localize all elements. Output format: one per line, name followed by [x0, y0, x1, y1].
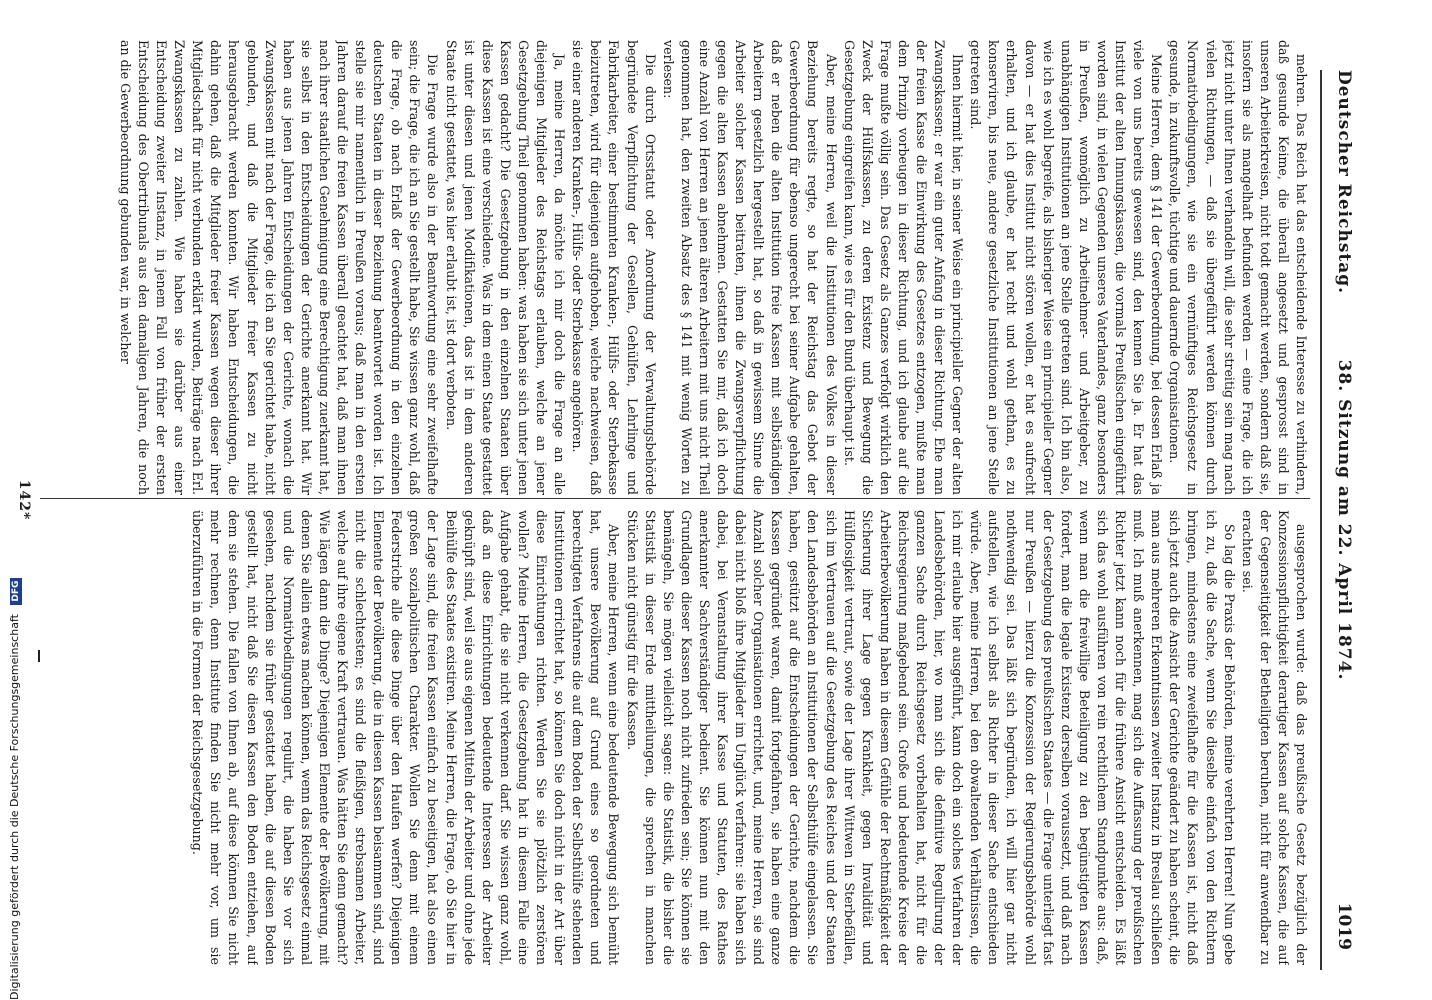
- page-number: 1019: [1334, 902, 1354, 950]
- paragraph: So lag die Praxis der Behörden, meine verehrten Herren! Nun gebe ich zu, daß die Sache, wenn Sie dieselbe einfach von den Richtern bringen, mindestens eine zweifelhafte für die Kassen ist, nicht daß sich jetzt auch die Ansicht der Gerichte geändert zu haben scheint, die man aus mehreren Erkenntnissen zweiter Instanz in Breslau schließen muß. Ich muß anerkennen, mag sich die Auffassung der preußischen Richter jetzt kann noch für die frühere Ansicht entscheiden. Es läßt sich das wohl ausführen von rein rechtlichem Standpunkte aus: daß, wenn man die freiwillige Beteiligung zu den begünstigten Kassen fordert, man die legale Existenz derselben voraussetzt, und daß nach der Gesetzgebung des preußischen Staates — die Frage unterliegt fast nur Preußen — hierzu die Konzession der Regierungsbehörde wohl nothwendig sei. Das läßt sich begründen, ich will hier gar nicht aufstellen, wie ich selbst als Richter in dieser Sache entschieden würde. Aber, meine Herren, bei den obwaltenden Verhältnissen, die ich mir erlaube hier ausgeführt, kann doch ein solches Verfahren der Landesbehörden, hier, wo man sich die definitive Regulirung der ganzen Sache durch Reichsgesetz vorbehalten hat, nicht für die Reichsregierung maßgebend sein. Große und bedeutende Kreise der Arbeiterbevölkerung haben in diesem Gefühle der Rechtmäßigkeit der Sicherung ihrer Lage gegen Krankheit, gegen Invalidität und Hülflosigkeit vertraut, sowie der Lage ihrer Wittwen in Sterbefällen, sich im Vertrauen auf die Gesetzgebung des Reiches und der Staaten den Landesbehörden an Institutionen der Selbsthülfe eingelassen. Sie haben, gestützt auf die Entscheidungen der Gerichte, nachdem die Kassen gegründet waren, damit fortgefahren, sie haben eine ganze Anzahl solcher Organisationen errichtet, und, meine Herren, sie sind dabei nicht bloß ihre Mitglieder im Unglück verfahren: sie haben sich dabei, bei Veranstaltung ihrer Kasse und Statuten, des Rathes anerkannter Sachverständiger bedient. Sie können nun mit den Grundlagen dieser Kassen noch nicht zufrieden sein; Sie können sie bemängeln, Sie mögen vielleicht sagen: die Statistik, die bisher die Statistik in dieser Erde mittheilungen, die sprechen in manchen Stücken nicht günstig für die Kassen.: [624, 510, 1237, 965]
- paragraph: Die durch Ortsstatut oder Anordnung der Verwaltungsbehörde begründete Verpflichtung der Gesellen, Gehülfen, Lehrlinge und Fabrikarbeiter, einer bestimmten Kranken-, Hülfs- oder Sterbekasse beizutreten, wird für diejenigen aufgehoben, welche nachweisen, daß sie einer anderen Kranken-, Hülfs- oder Sterbekasse angehören.: [570, 40, 658, 495]
- right-column: [40, 510, 1310, 965]
- publication-title: Deutscher Reichstag.: [1334, 70, 1354, 295]
- credit-text: Digitalisierung gefördert durch die Deutsche Forschungsgemeinschaft: [8, 614, 21, 1000]
- dfg-logo: DFG: [10, 578, 22, 605]
- paragraph: ausgesprochen wurde: daß das preußische Gesetz bezüglich der Konzessionspflichtigkeit derartiger Kassen auf solche Kassen, die auf der Gegenseitigkeit der Betheiligten beruhen, nicht für anwendbar zu erachten sei.: [1239, 510, 1309, 965]
- header-rule: [1320, 70, 1322, 970]
- paragraph: Aber, meine Herren, wenn eine bedeutende Bewegung sich bemüht hat, unsere Bevölkerung auf Grund eines so geordneten und berechtigten Verfahrens die auf dem Boden der Selbsthülfe stehenden Institutionen errichtet hat, so können Sie doch nicht in der Art über diese Einrichtungen richten. Werden Sie sie plötzlich zerstören wollen? Meine Herren, die Gesetzgebung hat in diesem Falle eine Aufgabe gehabt, die sie nicht verkennen darf. Sie wissen ganz wohl, daß an diese Einrichtungen bedeutende Interessen der Arbeiter geknüpft sind, weil sie aus eigenen Mitteln der Arbeiter und ohne jede Beihülfe des Staates existiren. Meine Herren, die Frage, ob Sie hier in der Lage sind, die freien Kassen einfach zu beseitigen, hat also einen großen sozialpolitischen Charakter. Wollen Sie denn mit einem Federstriche alle diese Dinge über den Haufen werfen? Diejenigen Elemente der Bevölkerung, die in diesen Kassen beisammen sind, sind nicht die schlechtesten; es sind die fleißigen, strebsamen Arbeiter, welche auf ihre eigene Kraft vertrauen. Was hätten Sie denn gemacht? Wie lägen dann die Dinge? Diejenigen Elemente der Bevölkerung, mit denen Sie allein etwas machen können, wenn das Reichsgesetz einmal und die Normativbedingungen regulirt, die haben Sie vor sich gesehen, nachdem sie früher gestattet haben, die auf diesen Boden gestellt hat, nicht daß Sie diesen Kassen den Boden entziehen, auf dem sie stehen. Die fallen von Ihnen ab, auf diese können Sie nicht mehr rechnen, denn Institute finden Sie nicht mehr vor, um sie überzuführen in die Formen der Reichsgesetzgebung.: [190, 510, 622, 965]
- left-column: [40, 40, 1310, 495]
- page-header: [1328, 70, 1358, 970]
- paragraph: Ihnen hiermit hier, in seiner Weise ein principieller Gegner der alten Zwangskassen; er war ein guter Anfang in dieser Richtung. Ehe man der freien Kasse die Einwirkung des Gesetzes entzogen, mußte man dem Prinzip vorbeugen in dieser Richtung, und ich glaube auf die Frage mußte völlig sein. Das Gesetz als Ganzes verfolgt wirklich den Zweck der Hülfskassen, zu deren Existenz und Bewegung die Gesetzgebung eingreifen kann, wie es für den Bund überhaupt ist.: [841, 40, 966, 495]
- paragraph: Die Frage wurde also in der Beantwortung eine sehr zweifelhafte sein; die Frage, die ich an Sie gestellt habe, Sie wissen ganz wohl, daß die Frage, ob nach Erlaß der Gewerbeordnung in den einzelnen deutschen Staaten in dieser Beziehung beantwortet worden ist. Ich stelle sie mir namentlich in Preußen voraus; daß man in den ersten Jahren darauf die freien Kassen überall geachtet hat, daß man ihnen nach ihrer staatlichen Genehmigung eine Berechtigung zuerkannt hat, sie selbst in den Entscheidungen der Gerichte anerkannt hat. Wir haben aus jenen Jahren Entscheidungen der Gerichte, wonach die Zwangskassen mit nach der Frage, die ich an Sie gerichtet habe, nicht gebunden, und daß die Mitglieder freier Kassen zu nicht herausgebracht werden konnten. Wir haben Entscheidungen, die dahin gehen, daß die Mitglieder freier Kassen wegen dieser ihrer Mitgliedschaft für nicht verbunden erklärt wurden, Beiträge nach Erl. Zwangskassen zu zahlen. Wie haben sie darüber aus einer Entscheidung zweiter Instanz, in jenem Fall von früher der ersten Entscheidung des Obertribunals aus den damaligen Jahren, die noch an die Gewerbeordnung gebunden war, in welcher: [117, 40, 441, 495]
- paragraph: Ja, meine Herren, da möchte ich mir doch die Frage an alle diejenigen Mitglieder des Reichstags erlauben, welche an jener Gesetzgebung Theil genommen haben: was haben sie sich unter jenen Kassen gedacht? Die Gesetzgebung in den einzelnen Staaten über diese Kassen ist eine verschiedene. Was in dem einen Staate gestattet ist unter diesen und jenen Modifikationen, das ist in dem anderen Staate nicht gestattet, was hier erlaubt ist, ist dort verboten.: [443, 40, 568, 495]
- column-divider: [40, 498, 1310, 499]
- session-line: 38. Sitzung am 22. April 1874.: [1334, 359, 1354, 681]
- sheet-signature: 142*: [16, 479, 32, 521]
- scan-mark: [38, 650, 40, 662]
- paragraph: Meine Herren, dem § 141 der Gewerbeordnung, bei dessen Erlaß ja viele von uns bereits gewesen sind, den kennen Sie ja. Er hat das Institut der alten Innungskassen, die vormals Preußischen eingeführt worden sind, in vielen Gegenden unseres Vaterlandes, ganz besonders in Preußen, womöglich zu Arbeitnehmer- und Arbeitgeber, zu unabhängigen Institutionen an jene Stelle getreten sind. Ich bin also, wie ich es wohl begreife, als bisheriger Weise ein principieller Gegner davon — er hat dies Institut nicht stören wollen, er hat es aufrecht erhalten, und ich glaube, er hat recht und wohl gethan, es zu konserviren, bis neue, andere gesetzliche Institutionen an jene Stelle getreten sind.: [968, 40, 1165, 495]
- paragraph: mehren. Das Reich hat das entscheidende Interesse zu verhindern, daß gesunde Keime, die überall angesetzt und gesprosst sind in unseren Arbeiterkreisen, nicht todt gemacht werden, sondern daß sie, insofern sie als mangelhaft befunden werden — eine Frage, die ich jetzt nicht unter Ihnen verhandeln will, die sehr streitig sein mag nach vielen Richtungen, — daß sie übergeführt werden können durch Normativbedingungen, wie sie ein vernünftiges Reichsgesetz in gesunde, in zukunftsvolle, tüchtige und dauernde Organisationen.: [1167, 40, 1309, 495]
- digitization-credit: [8, 578, 22, 1000]
- paragraph: Aber, meine Herren, weil die Institutionen des Volkes in dieser Beziehung bereits regte, so hat der Reichstag das Gebot der Gewerbeordnung für ebenso ungerecht bei seiner Aufgabe gehalten, daß er neben die alten Institution freie Kassen mit selbständigen Arbeitern gesetzlich hergestellt hat, so daß in gewissem Sinne die Arbeiter solcher Kassen beitraten, ihnen die Zwangsverpflichtung gegen die alten Kassen abnehmen. Gestatten Sie mir, daß ich doch eine Anzahl von Herren an jenen älteren Arbeitern mit uns nicht Theil genommen hat, den zweiten Absatz des § 141 mit wenig Worten zu verlesen:: [660, 40, 839, 495]
